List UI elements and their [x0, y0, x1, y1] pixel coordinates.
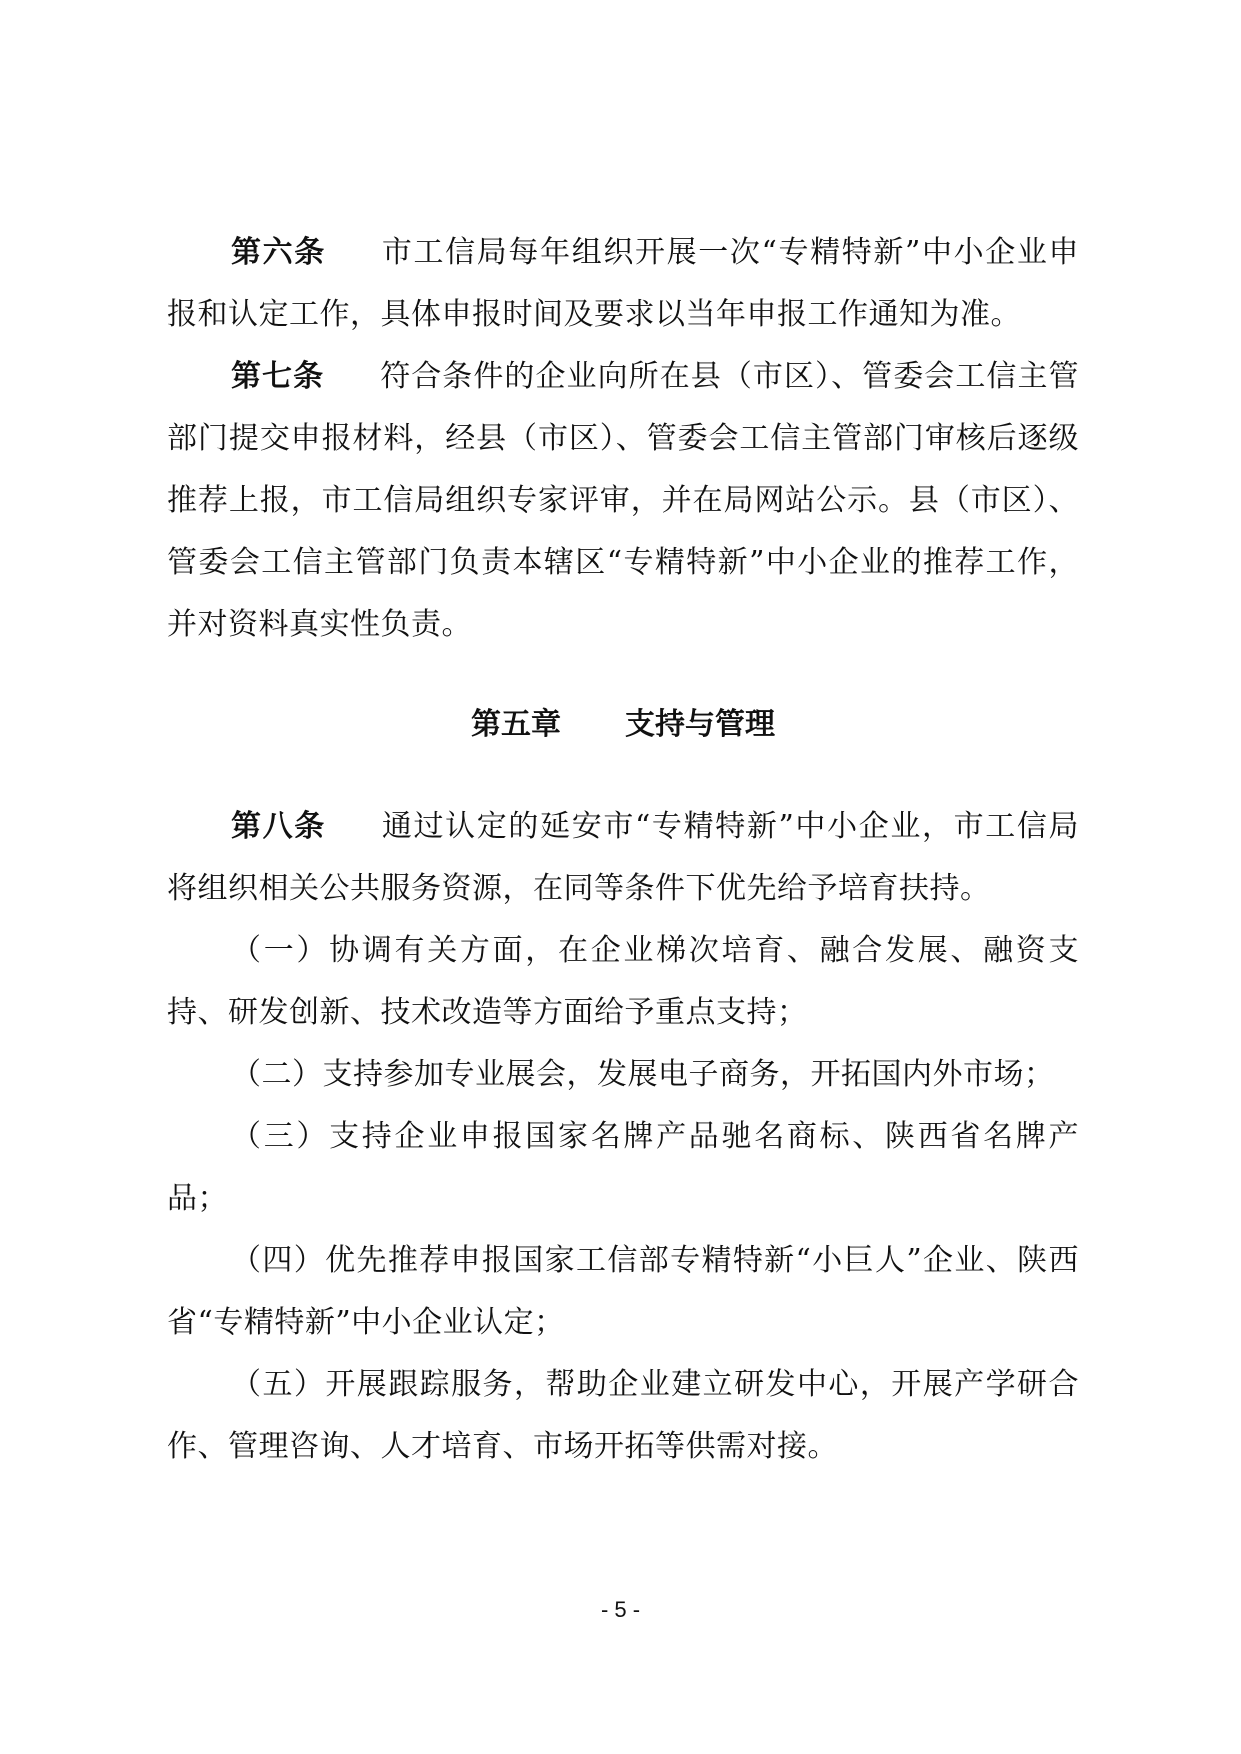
list-item: （四）优先推荐申报国家工信部专精特新“小巨人”企业、陕西省“专精特新”中小企业认定；	[167, 1243, 1079, 1340]
page-content	[167, 222, 1079, 1478]
article-7	[167, 346, 1079, 656]
article-6-label: 第六条	[231, 235, 326, 270]
article-6-text: 市工信局每年组织开展一次“专精特新”中小企业申报和认定工作，具体申报时间及要求以当年申报工作通知为准。	[167, 235, 1079, 332]
page-number: - 5 -	[600, 1597, 641, 1622]
chapter-heading	[167, 694, 1079, 756]
chapter-number: 第五章	[471, 707, 561, 742]
list-item: （一）协调有关方面，在企业梯次培育、融合发展、融资支持、研发创新、技术改造等方面给予重点支持；	[167, 933, 1079, 1030]
list-item: （三）支持企业申报国家名牌产品驰名商标、陕西省名牌产品；	[167, 1119, 1079, 1216]
article-8-text: 通过认定的延安市“专精特新”中小企业，市工信局将组织相关公共服务资源，在同等条件下优先给予培育扶持。	[167, 809, 1079, 906]
list-item: （五）开展跟踪服务，帮助企业建立研发中心，开展产学研合作、管理咨询、人才培育、市场开拓等供需对接。	[167, 1367, 1079, 1464]
article-7-text: 符合条件的企业向所在县（市区）、管委会工信主管部门提交申报材料，经县（市区）、管委会工信主管部门审核后逐级推荐上报，市工信局组织专家评审，并在局网站公示。县（市区）、管委会工信主管部门负责本辖区“专精特新”中小企业的推荐工作，并对资料真实性负责。	[167, 359, 1080, 642]
article-8	[167, 796, 1079, 920]
list-item: （二）支持参加专业展会，发展电子商务，开拓国内外市场；	[231, 1057, 1055, 1092]
article-6	[167, 222, 1079, 346]
article-7-label: 第七条	[231, 359, 325, 394]
article-8-label: 第八条	[231, 809, 326, 844]
chapter-title: 支持与管理	[625, 707, 775, 742]
